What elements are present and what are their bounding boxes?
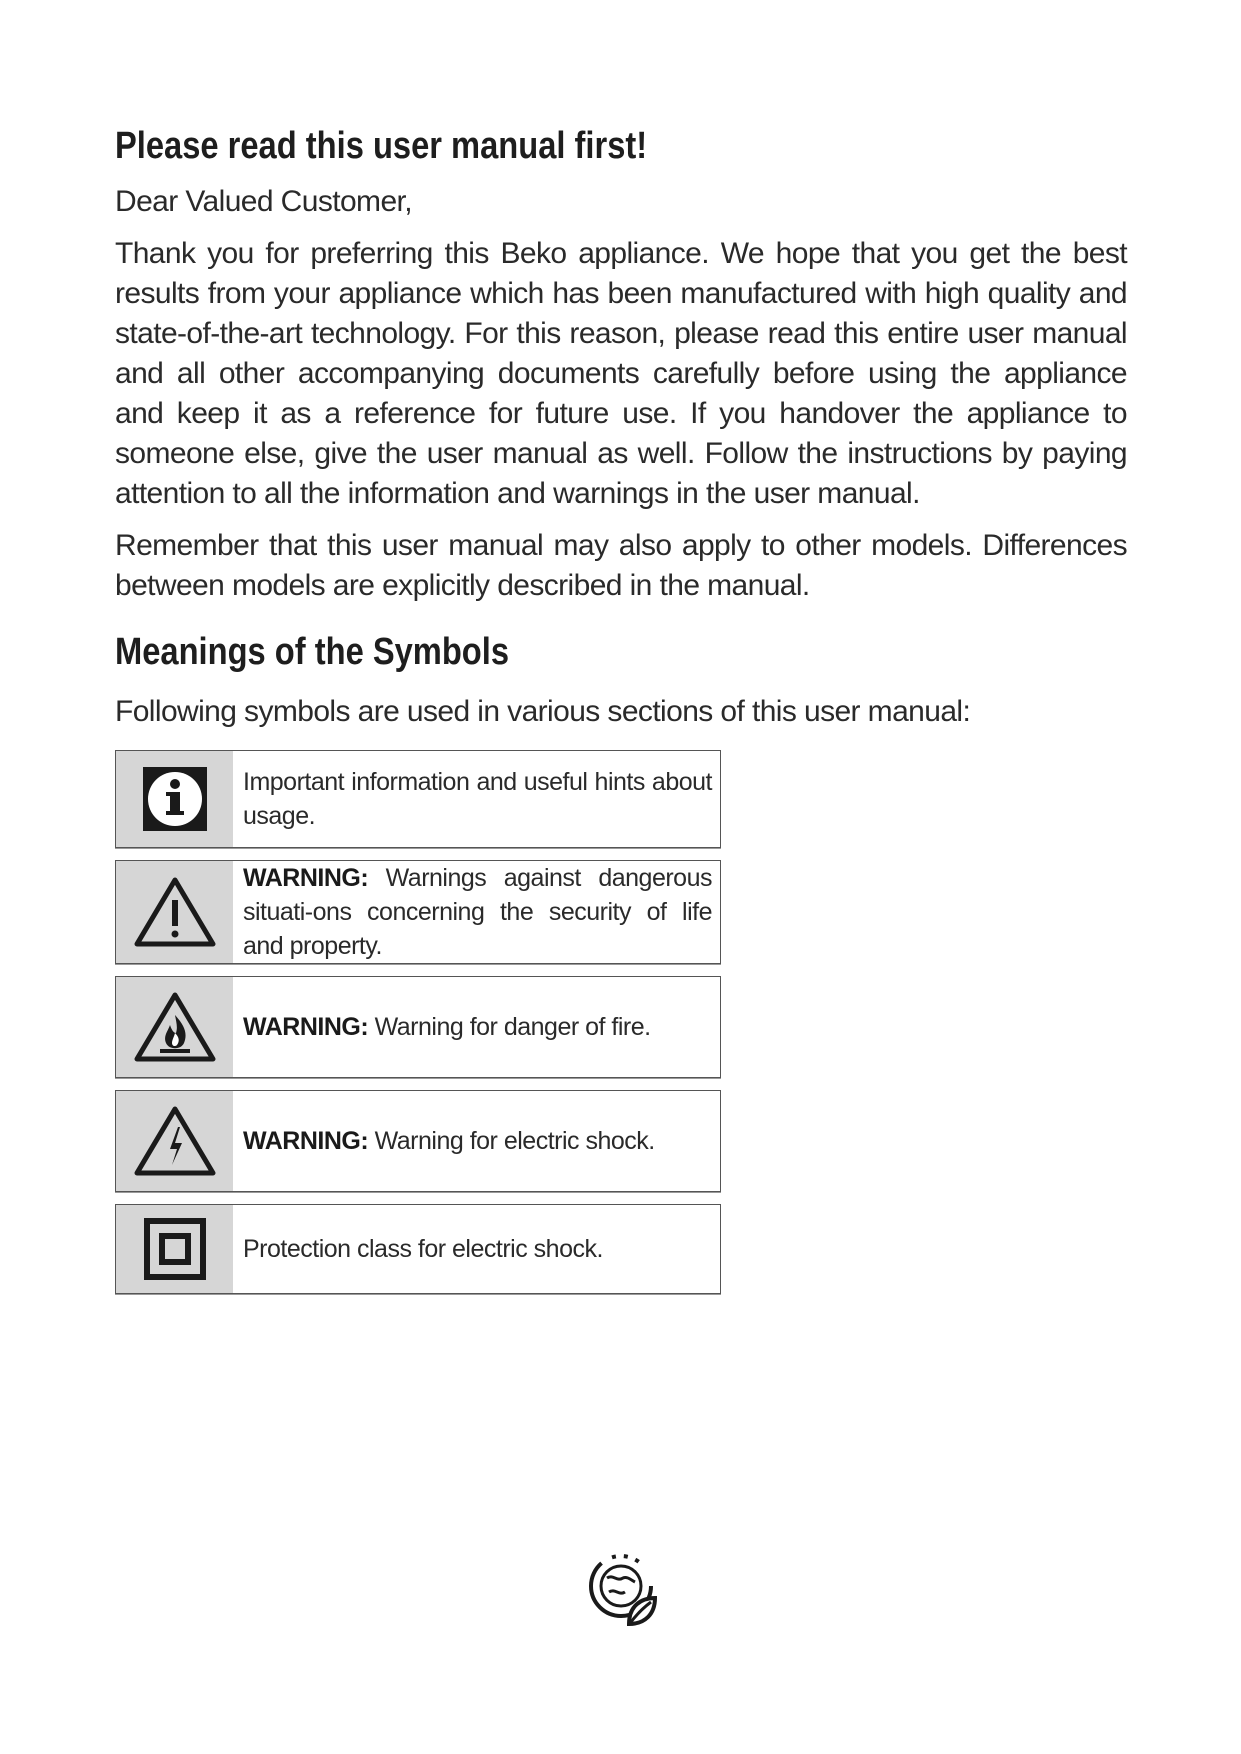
electric-shock-icon [116,1091,233,1191]
page-title: Please read this user manual first! [115,125,648,167]
symbol-row-protection [115,1204,721,1294]
protection-class-icon [116,1205,233,1293]
symbol-description: WARNING: Warning for electric shock. [243,1127,655,1155]
symbols-heading: Meanings of the Symbols [115,631,510,673]
symbol-row-fire [115,976,721,1078]
symbol-row-electric [115,1090,721,1192]
symbol-description: WARNING: Warnings against dangerous situati-ons concerning the security of life and property. [243,864,712,960]
symbol-description: Important information and useful hints about usage. [243,768,712,830]
intro-paragraph: Thank you for preferring this Beko appliance. We hope that you get the best results from your appliance which has been manufactured with high quality and state-of-the-art technology. For this reason, please read this entire user manual and all other accompanying documents carefully before using the appliance and keep it as a reference for future use. If you handover the appliance to someone else, give the user manual as well. Follow the instructions by paying attention to all the information and warnings in the user manual. [115,237,1127,510]
symbol-description: WARNING: Warning for danger of fire. [243,1013,651,1041]
models-paragraph: Remember that this user manual may also apply to other models. Differences between models are explicitly described in the manual. [115,529,1127,602]
fire-warning-icon [116,977,233,1077]
symbol-row-info [115,750,721,848]
manual-page [115,118,1127,1306]
symbols-intro: Following symbols are used in various sections of this user manual: [115,695,971,728]
symbol-description: Protection class for electric shock. [243,1235,603,1263]
eco-globe-leaf-icon [585,1548,661,1630]
greeting: Dear Valued Customer, [115,185,412,218]
symbols-table [115,750,721,1294]
info-icon [116,751,233,847]
warning-icon [116,861,233,963]
symbol-row-warning [115,860,721,964]
